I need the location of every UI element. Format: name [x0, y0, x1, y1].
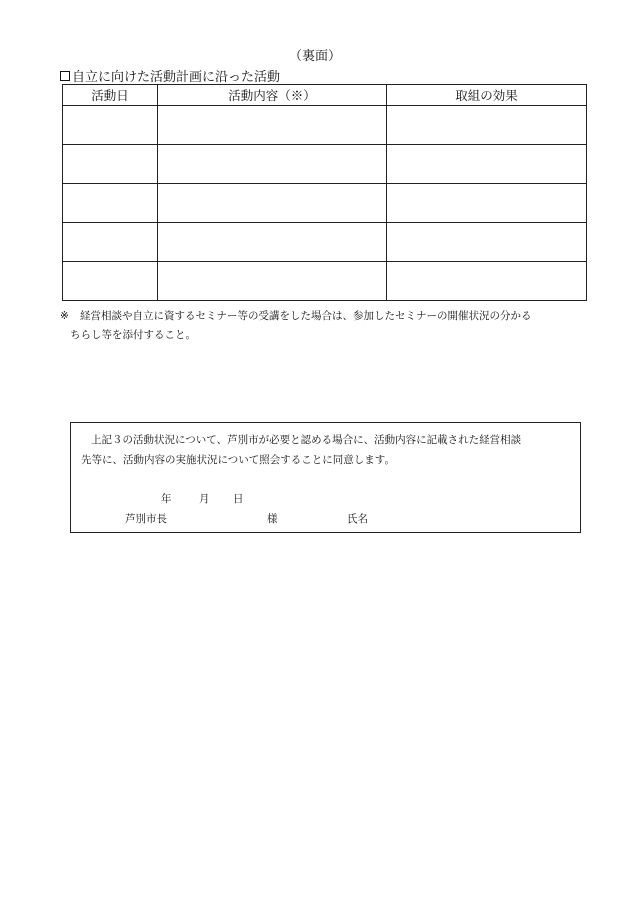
table-row [63, 223, 587, 262]
cell-date[interactable] [63, 106, 158, 145]
date-line [71, 491, 580, 505]
signature-line [71, 511, 580, 525]
cell-effect[interactable] [387, 262, 587, 301]
day-label: 日 [233, 493, 244, 505]
year-label: 年 [161, 493, 172, 505]
header-effect: 取組の効果 [387, 85, 587, 106]
consent-statement [81, 430, 573, 470]
name-label: 氏名 [347, 513, 368, 525]
month-label: 月 [199, 493, 210, 505]
checkbox-square-icon [60, 71, 70, 81]
cell-effect[interactable] [387, 145, 587, 184]
header-activity-content: 活動内容（※） [158, 85, 387, 106]
cell-date[interactable] [63, 262, 158, 301]
addressee-label: 芦別市長 [125, 513, 167, 525]
honorific-label: 様 [267, 513, 278, 525]
note-line-2: ちらし等を添付すること。 [70, 329, 196, 341]
cell-content[interactable] [158, 184, 387, 223]
cell-content[interactable] [158, 145, 387, 184]
cell-content[interactable] [158, 262, 387, 301]
table-row [63, 106, 587, 145]
table-row [63, 262, 587, 301]
table-row [63, 184, 587, 223]
note-text-1: 経営相談や自立に資するセミナー等の受講をした場合は、参加したセミナーの開催状況の分かる [80, 310, 532, 322]
consent-line-1: 上記３の活動状況について、芦別市が必要と認める場合に、活動内容に記載された経営相談 [91, 434, 522, 446]
cell-date[interactable] [63, 145, 158, 184]
cell-content[interactable] [158, 106, 387, 145]
section-title [60, 66, 280, 85]
header-activity-date: 活動日 [63, 85, 158, 106]
attachment-note [60, 307, 580, 345]
page-side-heading: （裏面） [288, 49, 341, 64]
note-mark: ※ [60, 310, 69, 322]
section-title-text: 自立に向けた活動計画に沿った活動 [72, 70, 281, 85]
cell-date[interactable] [63, 184, 158, 223]
note-line-1 [60, 307, 580, 326]
cell-effect[interactable] [387, 106, 587, 145]
cell-effect[interactable] [387, 223, 587, 262]
consent-line-2: 先等に、活動内容の実施状況について照会することに同意します。 [81, 454, 395, 466]
table-header-row [63, 85, 587, 106]
cell-content[interactable] [158, 223, 387, 262]
table-row [63, 145, 587, 184]
cell-effect[interactable] [387, 184, 587, 223]
cell-date[interactable] [63, 223, 158, 262]
activity-table [62, 84, 587, 301]
consent-box [70, 422, 581, 533]
